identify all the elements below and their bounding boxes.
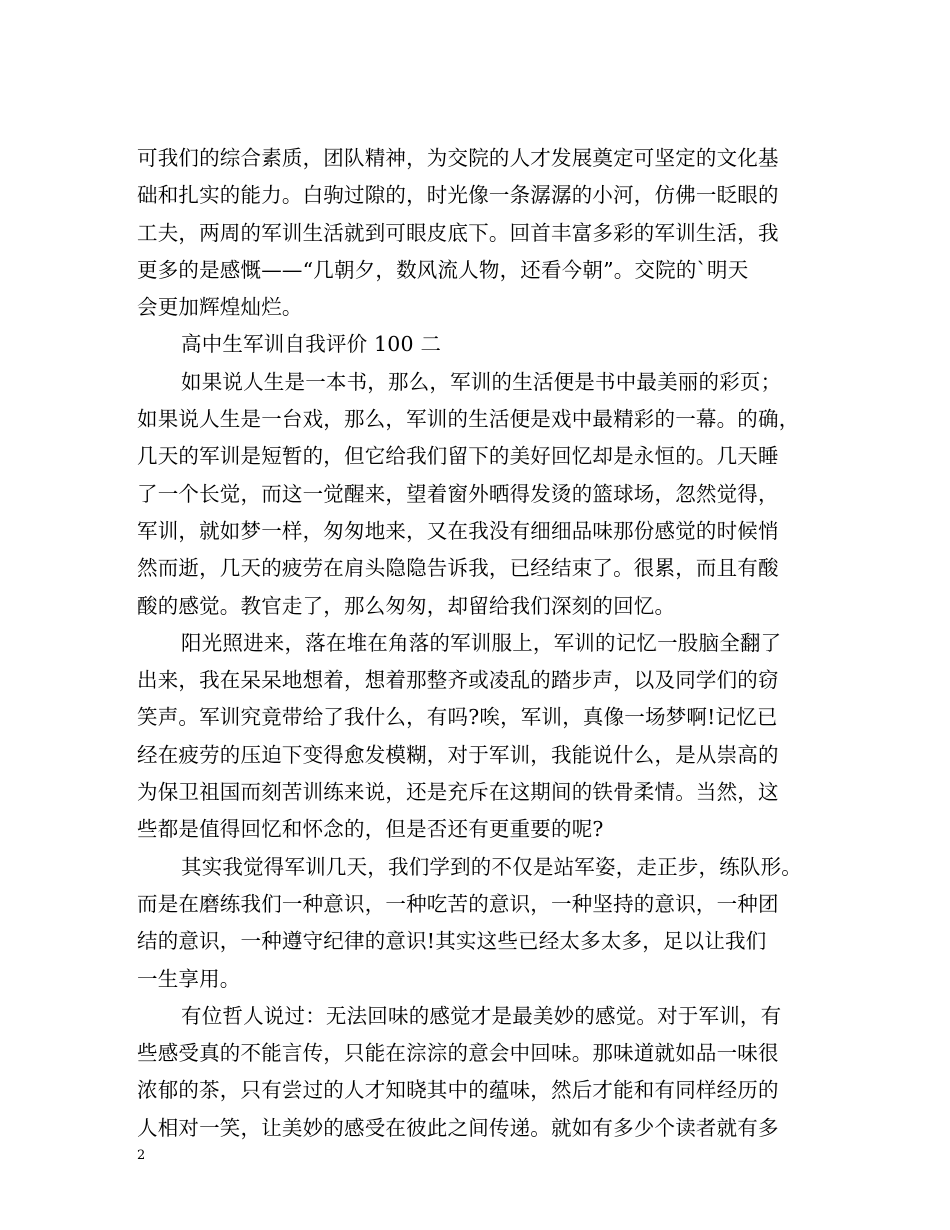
text-line: 更多的是感慨——“几朝夕，数风流人物，还看今朝”。交院的`明天: [137, 257, 749, 282]
text-line: 工夫，两周的军训生活就到可眼皮底下。回首丰富多彩的军训生活，我: [137, 220, 779, 245]
text-line: 高中生军训自我评价 100 二: [181, 332, 442, 357]
text-line: 了一个长觉，而这一觉醒来，望着窗外晒得发烫的篮球场，忽然觉得，: [137, 481, 779, 506]
text-line: 可我们的综合素质，团队精神，为交院的人才发展奠定可坚定的文化基: [137, 146, 779, 170]
text-line: 阳光照进来，落在堆在角落的军训服上，军训的记忆一股脑全翻了: [181, 630, 782, 655]
text-line: 如果说人生是一台戏，那么，军训的生活便是戏中最精彩的一幕。的确，: [137, 407, 800, 432]
text-line: 其实我觉得军训几天，我们学到的不仅是站军姿，走正步，练队形。: [181, 854, 802, 879]
paragraph-book-metaphor: [137, 364, 827, 625]
section-heading: [137, 326, 827, 363]
text-line: 如果说人生是一本书，那么，军训的生活便是书中最美丽的彩页；: [181, 369, 782, 394]
document-body: [137, 140, 827, 1147]
text-line: 而是在磨练我们一种意识，一种吃苦的意识，一种坚持的意识，一种团: [137, 891, 779, 916]
text-line: 然而逝，几天的疲劳在肩头隐隐告诉我，已经结束了。很累，而且有酸: [137, 556, 779, 581]
text-line: 人相对一笑，让美妙的感受在彼此之间传递。就如有多少个读者就有多: [137, 1115, 779, 1140]
text-line: 酸的感觉。教官走了，那么匆匆，却留给我们深刻的回忆。: [137, 593, 676, 618]
text-line: 些都是值得回忆和怀念的，但是否还有更重要的呢?: [137, 817, 604, 842]
paragraph-philosopher: [137, 998, 827, 1147]
text-line: 结的意识，一种遵守纪律的意识!其实这些已经太多太多，足以让我们: [137, 929, 767, 954]
text-line: 为保卫祖国而刻苦训练来说，还是充斥在这期间的铁骨柔情。当然，这: [137, 780, 779, 805]
paragraph-continuation: [137, 140, 827, 326]
page-number: 2: [137, 1148, 146, 1163]
text-line: 会更加辉煌灿烂。: [137, 295, 303, 320]
paragraph-sunlight: [137, 625, 827, 849]
text-line: 笑声。军训究竟带给了我什么，有吗?唉，军训，真像一场梦啊!记忆已: [137, 705, 778, 730]
text-line: 一生享用。: [137, 966, 241, 991]
text-line: 经在疲劳的压迫下变得愈发模糊，对于军训，我能说什么，是从崇高的: [137, 742, 779, 767]
text-line: 浓郁的茶，只有尝过的人才知晓其中的蕴味，然后才能和有同样经历的: [137, 1078, 779, 1103]
text-line: 几天的军训是短暂的，但它给我们留下的美好回忆却是永恒的。几天睡: [137, 444, 779, 469]
text-line: 有位哲人说过：无法回味的感觉才是最美妙的感觉。对于军训，有: [181, 1003, 782, 1028]
paragraph-awareness: [137, 849, 827, 998]
text-line: 军训，就如梦一样，匆匆地来，又在我没有细细品味那份感觉的时候悄: [137, 518, 779, 543]
text-line: 础和扎实的能力。白驹过隙的，时光像一条潺潺的小河，仿佛一眨眼的: [137, 183, 779, 208]
text-line: 出来，我在呆呆地想着，想着那整齐或凌乱的踏步声，以及同学们的窃: [137, 668, 779, 693]
text-line: 些感受真的不能言传，只能在淙淙的意会中回味。那味道就如品一味很: [137, 1041, 779, 1066]
